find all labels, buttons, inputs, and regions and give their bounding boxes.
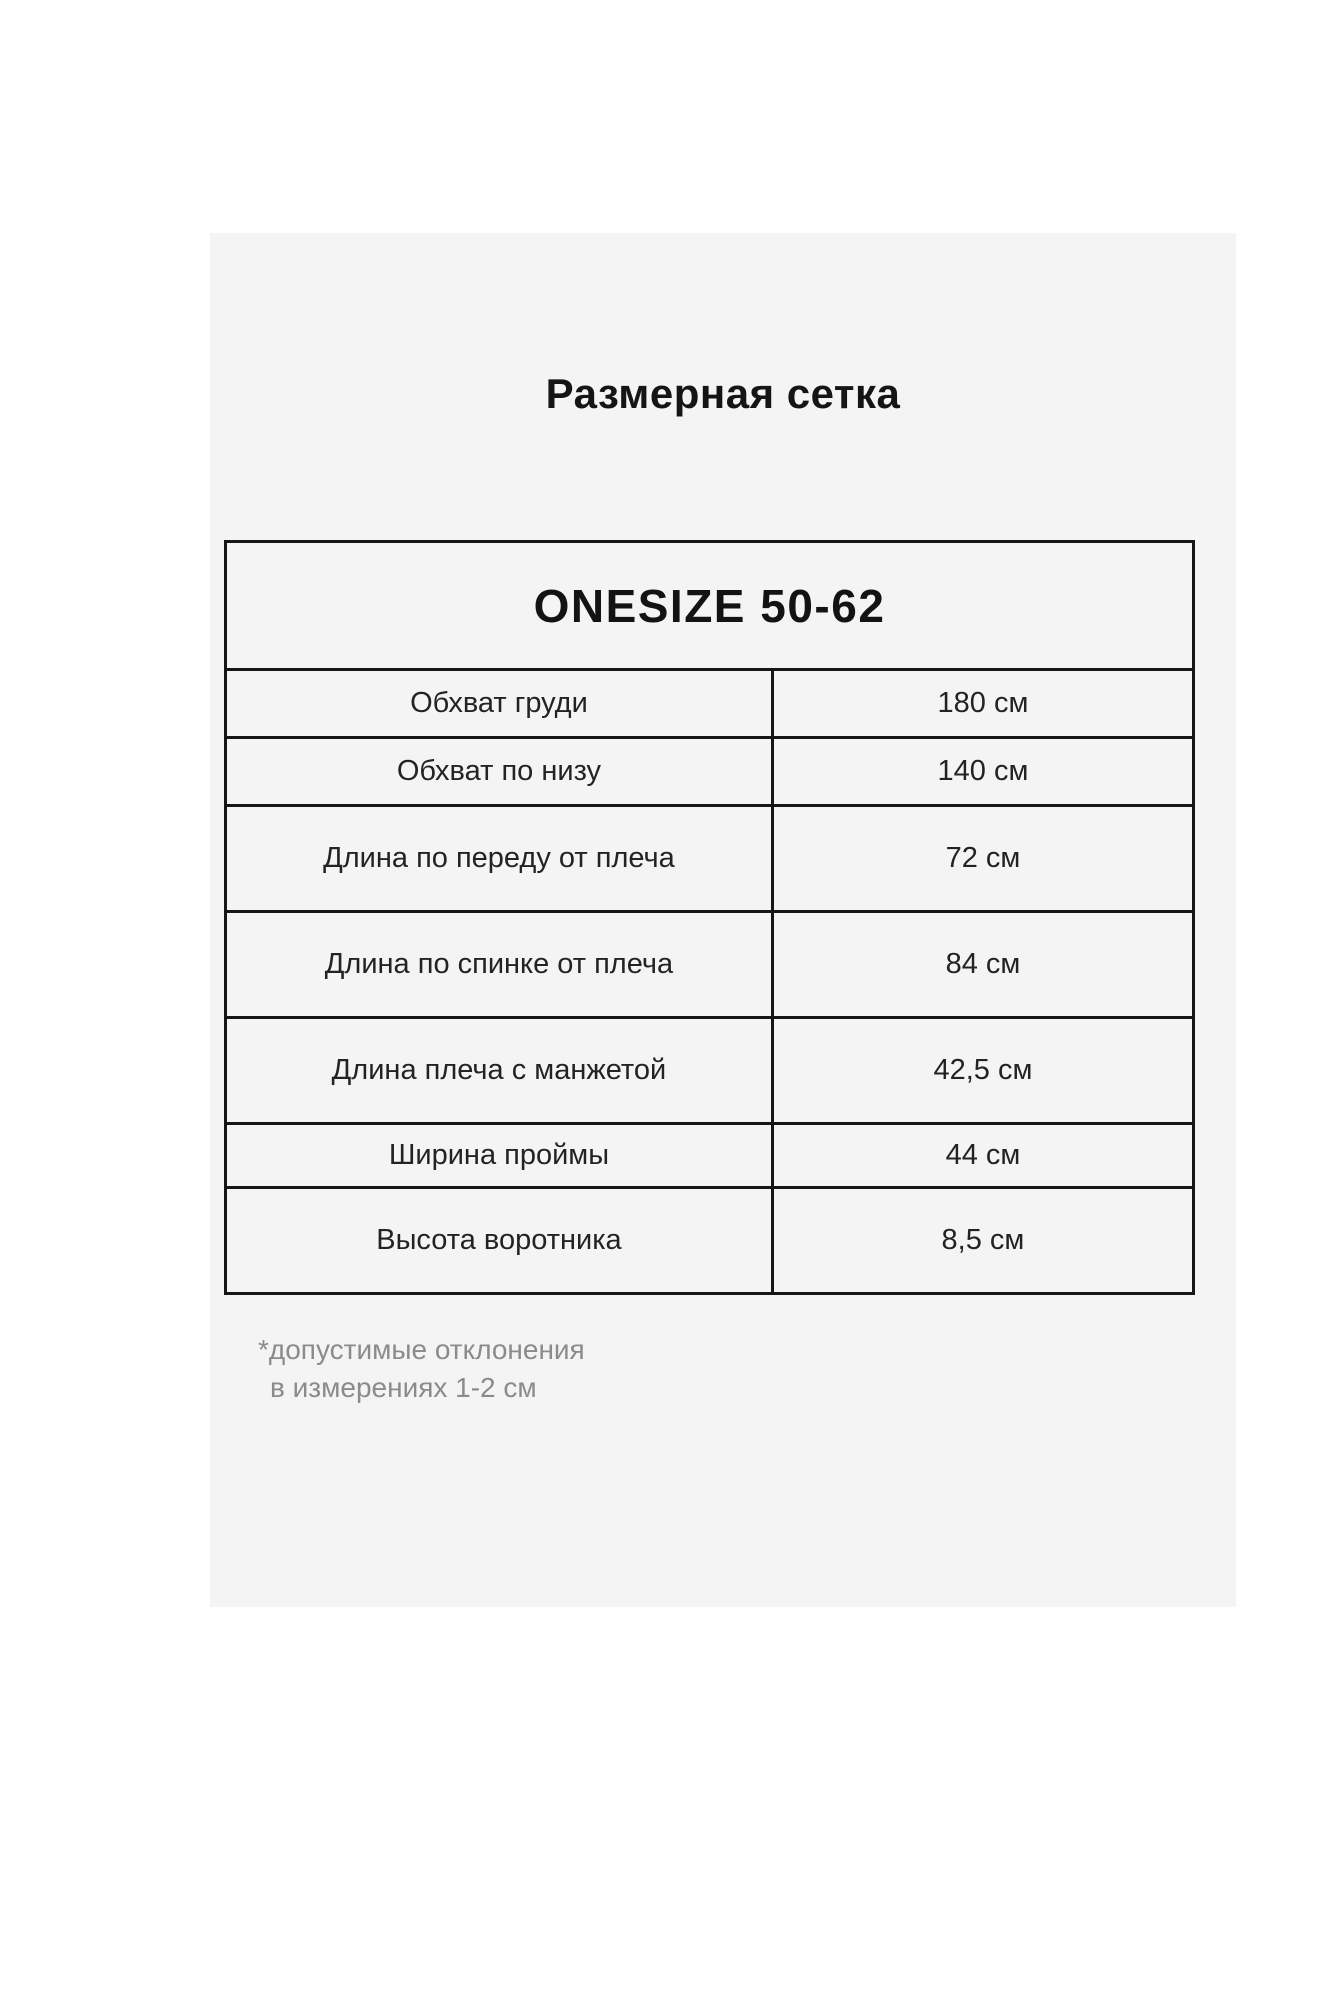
table-row — [226, 670, 1194, 738]
measurement-label: Длина плеча с манжетой — [226, 1018, 773, 1124]
measurement-label: Ширина проймы — [226, 1124, 773, 1188]
measurement-value: 72 см — [772, 806, 1193, 912]
measurement-value: 84 см — [772, 912, 1193, 1018]
table-row — [226, 806, 1194, 912]
table-row — [226, 1018, 1194, 1124]
measurement-value: 42,5 см — [772, 1018, 1193, 1124]
measurement-label: Высота воротника — [226, 1188, 773, 1294]
footnote — [258, 1331, 585, 1407]
size-table-body — [226, 670, 1194, 1294]
table-row — [226, 1124, 1194, 1188]
page-title: Размерная сетка — [545, 370, 901, 417]
measurement-value: 180 см — [772, 670, 1193, 738]
measurement-value: 44 см — [772, 1124, 1193, 1188]
footnote-line-1: *допустимые отклонения — [258, 1334, 585, 1365]
measurement-label: Обхват груди — [226, 670, 773, 738]
size-table-header: ONESIZE 50-62 — [226, 542, 1194, 670]
table-row — [226, 912, 1194, 1018]
measurement-label: Длина по переду от плеча — [226, 806, 773, 912]
size-chart-card — [210, 233, 1236, 1607]
measurement-value: 140 см — [772, 738, 1193, 806]
table-row — [226, 1188, 1194, 1294]
measurement-label: Длина по спинке от плеча — [226, 912, 773, 1018]
table-row — [226, 738, 1194, 806]
measurement-label: Обхват по низу — [226, 738, 773, 806]
size-table-header-row — [226, 542, 1194, 670]
footnote-line-2: в измерениях 1-2 см — [270, 1371, 537, 1403]
size-table — [224, 540, 1195, 1295]
measurement-value: 8,5 см — [772, 1188, 1193, 1294]
